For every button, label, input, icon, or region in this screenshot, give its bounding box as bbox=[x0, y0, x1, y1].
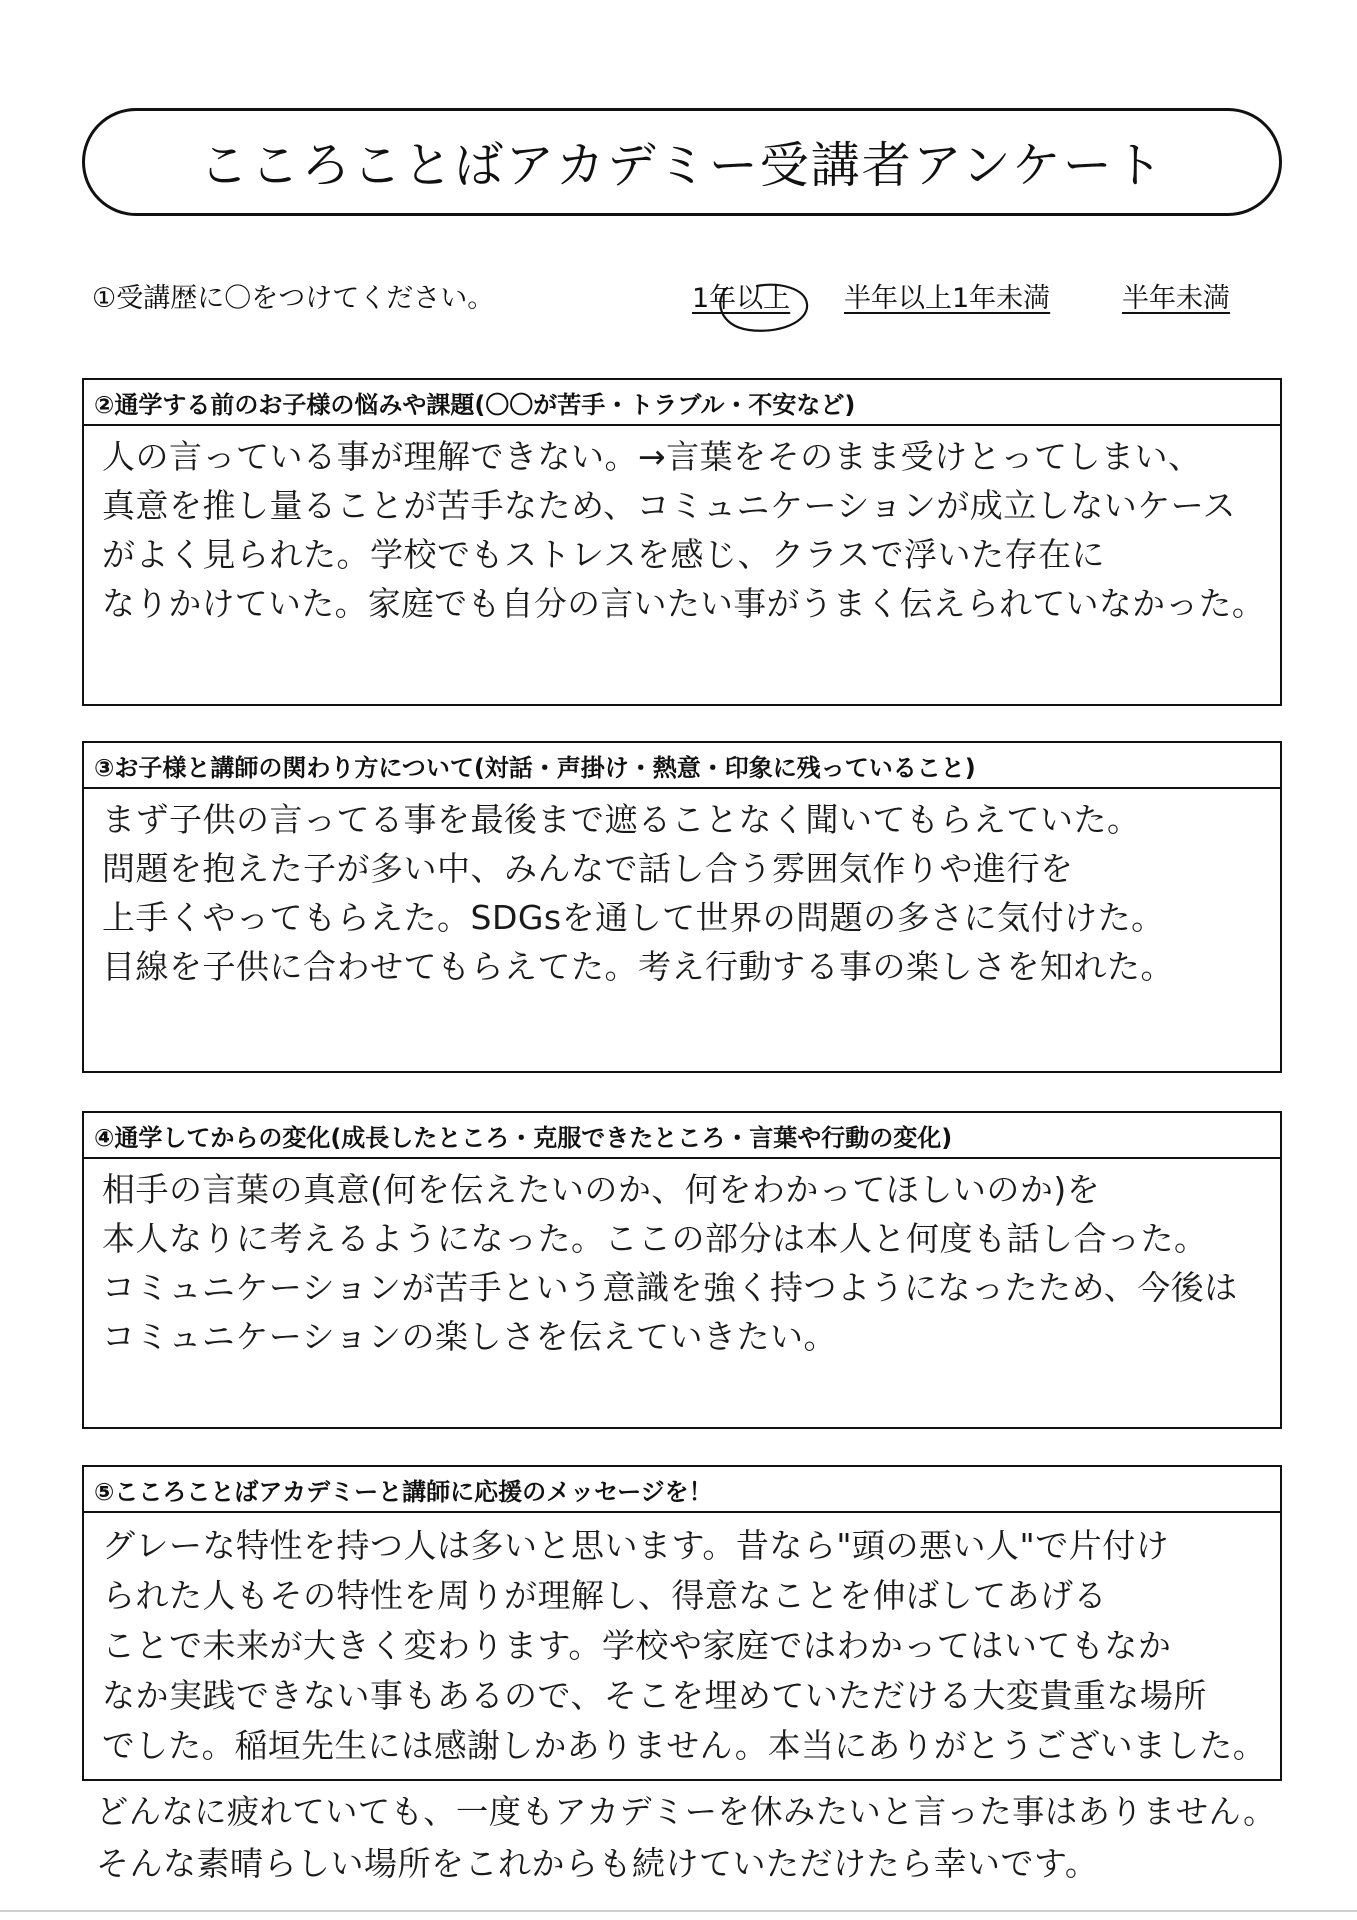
answer-line: コミュニケーションが苦手という意識を強く持つようになったため、今後は bbox=[102, 1268, 1238, 1307]
answer-line: グレーな特性を持つ人は多いと思います。昔なら"頭の悪い人"で片付け bbox=[102, 1526, 1170, 1565]
answer-line: られた人もその特性を周りが理解し、得意なことを伸ばしてあげる bbox=[102, 1576, 1107, 1615]
answer-line: 目線を子供に合わせてもらえてた。考え行動する事の楽しさを知れた。 bbox=[102, 947, 1174, 986]
section-q4 bbox=[82, 1111, 1282, 1429]
answer-line: どんなに疲れていても、一度もアカデミーを休みたいと言った事はありません。 bbox=[96, 1792, 1276, 1831]
section-q3-answer bbox=[84, 789, 1280, 991]
section-q4-header: ④通学してからの変化(成長したところ・克服できたところ・言葉や行動の変化) bbox=[84, 1113, 1280, 1159]
answer-line: そんな素晴らしい場所をこれからも続けていただけたら幸いです。 bbox=[96, 1844, 1099, 1883]
q1-option-3[interactable]: 半年未満 bbox=[1122, 283, 1230, 314]
section-q5-answer bbox=[84, 1513, 1280, 1771]
section-q2-answer bbox=[84, 426, 1280, 628]
answer-line: まず子供の言ってる事を最後まで遮ることなく聞いてもらえていた。 bbox=[102, 800, 1141, 839]
section-q2-header: ②通学する前のお子様の悩みや課題(〇〇が苦手・トラブル・不安など) bbox=[84, 380, 1280, 426]
q1-option-1[interactable]: 1年以上 bbox=[692, 283, 791, 314]
section-q5-header: ⑤こころことばアカデミーと講師に応援のメッセージを！ bbox=[84, 1467, 1280, 1513]
q1-label: ①受講歴に〇をつけてください。 bbox=[92, 283, 495, 314]
answer-line: 問題を抱えた子が多い中、みんなで話し合う雰囲気作りや進行を bbox=[102, 849, 1074, 888]
page-title: こころことばアカデミー受講者アンケート bbox=[199, 137, 1165, 194]
answer-line: 人の言っている事が理解できない。→言葉をそのまま受けとってしまい、 bbox=[102, 437, 1202, 476]
section-q5 bbox=[82, 1465, 1282, 1781]
answer-line: 相手の言葉の真意(何を伝えたいのか、何をわかってほしいのか)を bbox=[102, 1170, 1101, 1209]
answer-line: コミュニケーションの楽しさを伝えていきたい。 bbox=[102, 1317, 838, 1356]
answer-line: 真意を推し量ることが苦手なため、コミュニケーションが成立しないケース bbox=[102, 486, 1237, 525]
answer-line: 上手くやってもらえた。SDGsを通して世界の問題の多さに気付けた。 bbox=[102, 898, 1165, 937]
answer-line: でした。稲垣先生には感謝しかありません。本当にありがとうございました。 bbox=[102, 1726, 1266, 1765]
answer-line: ことで未来が大きく変わります。学校や家庭ではわかってはいてもなか bbox=[102, 1626, 1172, 1665]
section-q3 bbox=[82, 741, 1282, 1073]
bottom-divider bbox=[0, 1910, 1357, 1912]
title-frame bbox=[82, 108, 1282, 216]
q1-option-2[interactable]: 半年以上1年未満 bbox=[844, 283, 1051, 314]
section-q4-answer bbox=[84, 1159, 1280, 1361]
answer-line: なりかけていた。家庭でも自分の言いたい事がうまく伝えられていなかった。 bbox=[102, 584, 1266, 623]
answer-line: がよく見られた。学校でもストレスを感じ、クラスで浮いた存在に bbox=[102, 535, 1106, 574]
section-q2 bbox=[82, 378, 1282, 706]
q1-row bbox=[92, 270, 1272, 320]
answer-line: なか実践できない事もあるので、そこを埋めていただける大変貴重な場所 bbox=[102, 1676, 1207, 1715]
section-q5-overflow-answer bbox=[96, 1786, 1276, 1890]
answer-line: 本人なりに考えるようになった。ここの部分は本人と何度も話し合った。 bbox=[102, 1219, 1208, 1258]
section-q3-header: ③お子様と講師の関わり方について(対話・声掛け・熱意・印象に残っていること) bbox=[84, 743, 1280, 789]
